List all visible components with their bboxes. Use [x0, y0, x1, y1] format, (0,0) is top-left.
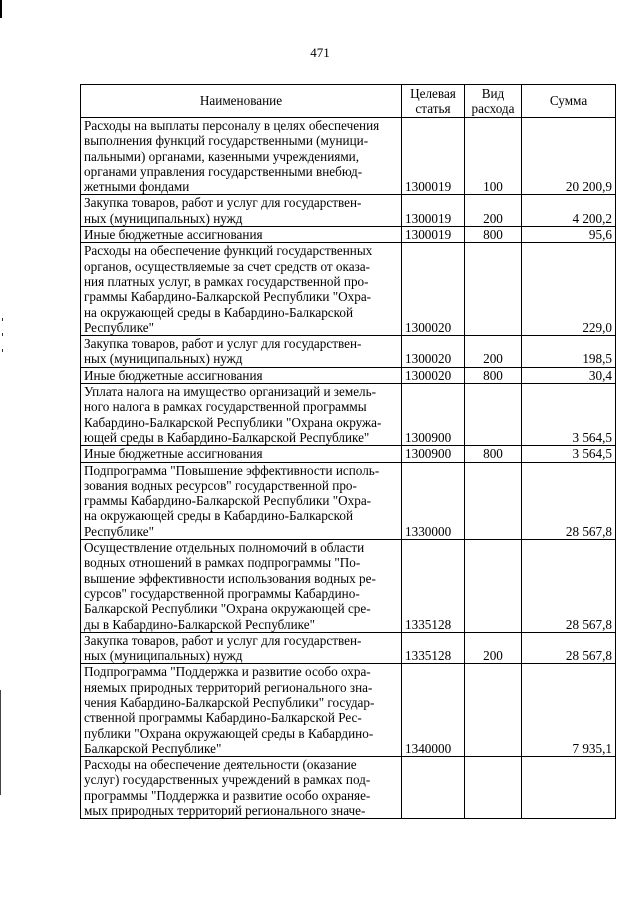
table-row [81, 336, 616, 368]
cell-sum: 3 564,5 [522, 384, 616, 446]
cell-article: 1300019 [402, 195, 465, 227]
cell-name: Уплата налога на имущество организаций и земель- ного налога в рамках государственной программы Кабардино-Балкарской Республики "Охрана окружа- ющей среды в Кабардино-Балкарской Республике" [81, 384, 402, 446]
cell-kind [465, 664, 522, 757]
cell-sum: 28 567,8 [522, 540, 616, 633]
cell-sum: 4 200,2 [522, 195, 616, 227]
cell-sum: 30,4 [522, 367, 616, 383]
header-name: Наименование [81, 85, 402, 118]
cell-article: 1300020 [402, 367, 465, 383]
table-row [81, 757, 616, 819]
cell-name: Иные бюджетные ассигнования [81, 227, 402, 243]
cell-name: Расходы на выплаты персоналу в целях обеспечения выполнения функций государственными (муници- пальными) органами, казенными учреждениями, органами управления государственными внебюд- жетными фондами [81, 118, 402, 195]
table-row [81, 195, 616, 227]
cell-name: Закупка товаров, работ и услуг для государствен- ных (муниципальных) нужд [81, 336, 402, 368]
cell-article [402, 757, 465, 819]
table-row [81, 227, 616, 243]
table-row [81, 367, 616, 383]
scan-margin-mark [0, 0, 2, 18]
cell-name: Подпрограмма "Повышение эффективности исполь- зования водных ресурсов" государственной про- граммы Кабардино-Балкарской Республики "Охра- на окружающей среды в Кабардино-Балкарской Республике" [81, 462, 402, 539]
cell-sum: 20 200,9 [522, 118, 616, 195]
cell-article: 1300019 [402, 227, 465, 243]
cell-article: 1335128 [402, 540, 465, 633]
cell-name: Расходы на обеспечение функций государственных органов, осуществляемые за счет средств от оказа- ния платных услуг, в рамках государственной про- граммы Кабардино-Балкарской Республики "Охра- на окружающей среды в Кабардино-Балкарской Республике" [81, 243, 402, 336]
cell-sum: 28 567,8 [522, 462, 616, 539]
cell-kind: 800 [465, 227, 522, 243]
cell-kind: 200 [465, 632, 522, 664]
table-row [81, 632, 616, 664]
cell-sum: 229,0 [522, 243, 616, 336]
cell-sum: 28 567,8 [522, 632, 616, 664]
table-header-row [81, 85, 616, 118]
scan-margin-dot [2, 318, 3, 321]
cell-article: 1300900 [402, 384, 465, 446]
cell-article: 1300019 [402, 118, 465, 195]
cell-name: Закупка товаров, работ и услуг для государствен- ных (муниципальных) нужд [81, 195, 402, 227]
page-number: 471 [310, 45, 330, 60]
cell-kind [465, 757, 522, 819]
table-row [81, 540, 616, 633]
cell-article: 1340000 [402, 664, 465, 757]
cell-name: Осуществление отдельных полномочий в области водных отношений в рамках подпрограммы "По- вышение эффективности использования водных ре- сурсов" государственной программы Кабардино- Балкарской Республики "Охрана окружающей сре- ды в Кабардино-Балкарской Республике" [81, 540, 402, 633]
cell-sum: 95,6 [522, 227, 616, 243]
header-article: Целевая статья [402, 85, 465, 118]
cell-article: 1300900 [402, 446, 465, 462]
cell-article: 1335128 [402, 632, 465, 664]
header-sum: Сумма [522, 85, 616, 118]
table-row [81, 384, 616, 446]
cell-name: Расходы на обеспечение деятельности (оказание услуг) государственных учреждений в рамках под- программы "Поддержка и развитие особо охраняе- мых природных территорий регионального значе- [81, 757, 402, 819]
scan-margin-dot [2, 333, 3, 336]
scan-margin-dot [2, 349, 3, 352]
header-kind: Вид расхода [465, 85, 522, 118]
budget-table [80, 84, 616, 819]
table-row [81, 446, 616, 462]
cell-sum [522, 757, 616, 819]
cell-kind [465, 243, 522, 336]
cell-kind: 100 [465, 118, 522, 195]
cell-kind: 800 [465, 367, 522, 383]
cell-name: Подпрограмма "Поддержка и развитие особо охра- няемых природных территорий регионального зна- чения Кабардино-Балкарской Республики" государ- ственной программы Кабардино-Балкарской Рес- публики "Охрана окружающей среды в Кабардино- Балкарской Республике" [81, 664, 402, 757]
cell-kind [465, 540, 522, 633]
cell-article: 1300020 [402, 243, 465, 336]
cell-sum: 198,5 [522, 336, 616, 368]
cell-name: Иные бюджетные ассигнования [81, 446, 402, 462]
cell-kind: 200 [465, 336, 522, 368]
cell-kind [465, 462, 522, 539]
cell-article: 1330000 [402, 462, 465, 539]
cell-sum: 7 935,1 [522, 664, 616, 757]
table-row [81, 243, 616, 336]
cell-name: Иные бюджетные ассигнования [81, 367, 402, 383]
table-row [81, 664, 616, 757]
cell-sum: 3 564,5 [522, 446, 616, 462]
table-body [81, 118, 616, 819]
cell-article: 1300020 [402, 336, 465, 368]
cell-name: Закупка товаров, работ и услуг для государствен- ных (муниципальных) нужд [81, 632, 402, 664]
cell-kind: 200 [465, 195, 522, 227]
table-row [81, 118, 616, 195]
cell-kind [465, 384, 522, 446]
table-row [81, 462, 616, 539]
scan-margin-line [0, 690, 1, 795]
cell-kind: 800 [465, 446, 522, 462]
